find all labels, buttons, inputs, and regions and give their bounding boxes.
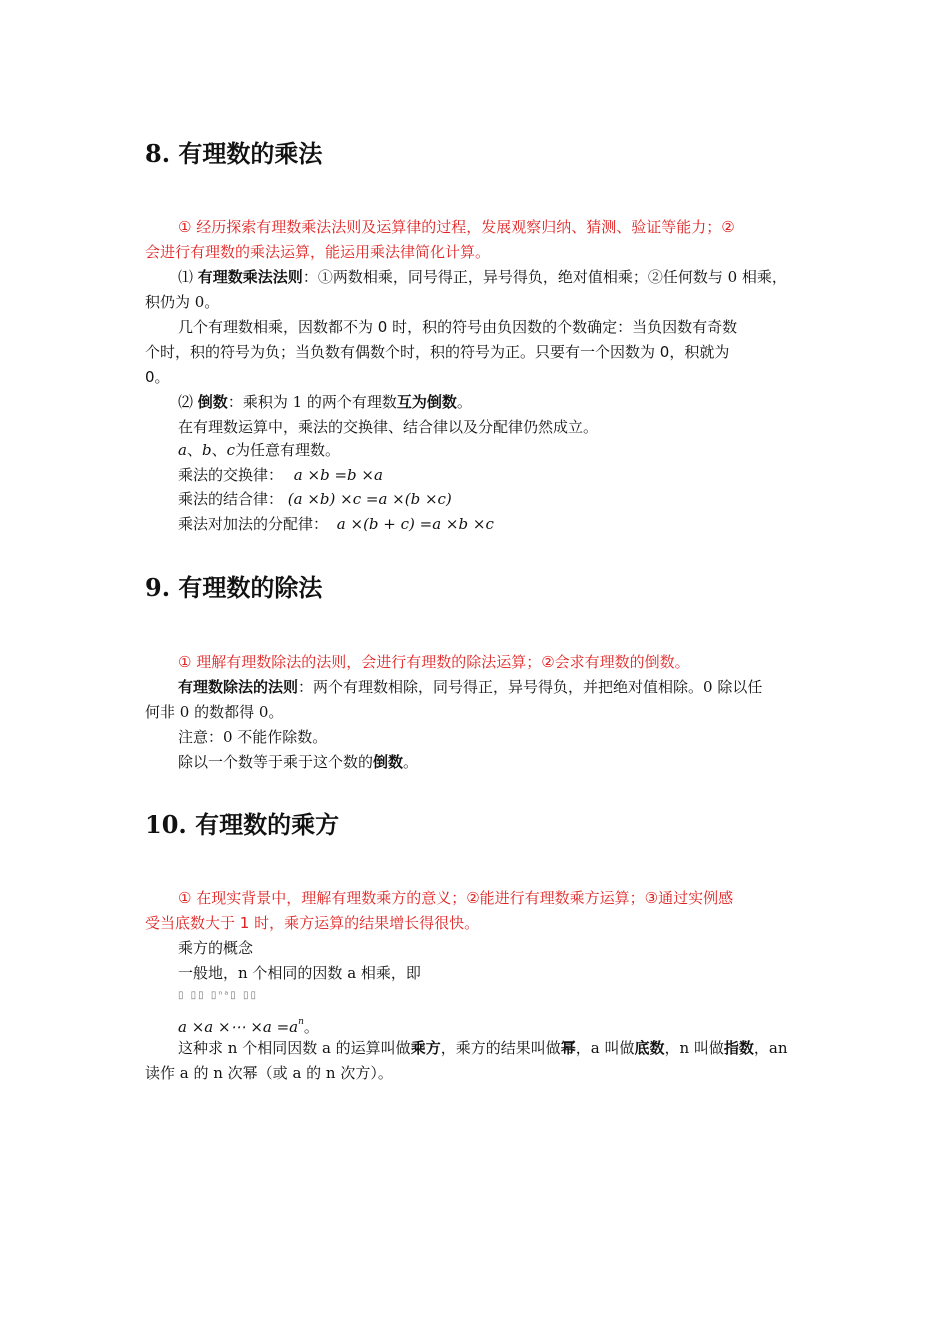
multiplication-rule-text: ：①两数相乘，同号得正，异号得负，绝对值相乘；②任何数与 0 相乘， — [302, 268, 787, 286]
section-9-goal: ① 理解有理数除法的法则，会进行有理数的除法运算；②会求有理数的倒数。 — [178, 653, 690, 671]
division-reciprocal-line — [178, 750, 418, 775]
power-formula-exponent: n — [298, 1017, 304, 1027]
section-8-goal-line-2: 会进行有理数的乘法运算，能运用乘法律简化计算。 — [145, 243, 491, 261]
reciprocal-line — [178, 390, 472, 415]
distributive-formula: a ×(b + c) =a ×b ×c — [336, 515, 494, 533]
power-terms-text-1: 这种求 n 个相同因数 a 的运算叫做 — [178, 1039, 411, 1057]
sign-rule-line-2: 个时，积的符号为负；当负数有偶数个时，积的符号为正。只要有一个因数为 0，积就为 — [145, 343, 730, 361]
var-sep-2: 、 — [211, 441, 227, 459]
section-10-goal-line-2: 受当底数大于 1 时，乘方运算的结果增长得很快。 — [145, 914, 480, 932]
term-power: 乘方 — [410, 1039, 441, 1057]
division-rule-text: ：两个有理数相除，同号得正，异号得负，并把绝对值相除。0 除以任 — [298, 678, 763, 696]
var-a: a — [178, 441, 187, 459]
division-rule-line-1 — [178, 675, 762, 700]
section-10-title: 10. 有理数的乘方 — [145, 810, 340, 839]
associative-law — [178, 487, 452, 512]
reciprocal-number: ⑵ — [178, 393, 194, 411]
term-base: 底数 — [634, 1039, 665, 1057]
multiplication-rule-line-2: 积仍为 0。 — [145, 293, 220, 311]
division-reciprocal-end: 。 — [403, 753, 419, 771]
power-terms-text-3: ，a 叫做 — [575, 1039, 635, 1057]
var-sep-1: 、 — [186, 441, 202, 459]
sign-rule-line-3: 0。 — [145, 368, 170, 386]
commutative-label: 乘法的交换律： — [178, 466, 284, 484]
power-formula-main: a ×a ×⋯ ×a =a — [178, 1018, 299, 1036]
power-terms-line-1 — [178, 1036, 788, 1061]
section-8-goal-line-1: ① 经历探索有理数乘法法则及运算律的过程，发展观察归纳、猜测、验证等能力；② — [178, 218, 735, 236]
power-terms-line-2: 读作 a 的 n 次幂（或 a 的 n 次方）。 — [145, 1064, 393, 1082]
division-rule-line-2: 何非 0 的数都得 0。 — [145, 703, 284, 721]
reciprocal-emphasis: 互为倒数 — [396, 393, 457, 411]
power-terms-text-5: ，an — [753, 1039, 788, 1057]
section-9-title: 9. 有理数的除法 — [145, 573, 323, 602]
formula-underbrace-glyphs: ▯ ▯▯ ▯ⁿᵃ▯ ▯▯ — [178, 990, 258, 1001]
distributive-law — [178, 512, 494, 537]
variables-text: 为任意有理数。 — [235, 441, 341, 459]
variables-line — [178, 438, 340, 463]
var-b: b — [201, 441, 212, 459]
power-terms-text-2: ，乘方的结果叫做 — [440, 1039, 561, 1057]
division-note: 注意：0 不能作除数。 — [178, 728, 328, 746]
power-formula-end: 。 — [303, 1018, 319, 1036]
reciprocal-text: ：乘积为 1 的两个有理数 — [227, 393, 397, 411]
term-result: 幂 — [560, 1039, 576, 1057]
associative-formula: (a ×b) ×c =a ×(b ×c) — [287, 490, 452, 508]
multiplication-rule-line-1 — [178, 265, 787, 290]
rule-number: ⑴ — [178, 268, 194, 286]
reciprocal-end: 。 — [456, 393, 472, 411]
var-c: c — [226, 441, 235, 459]
section-10-goal-line-1: ① 在现实背景中，理解有理数乘方的意义；②能进行有理数乘方运算；③通过实例感 — [178, 889, 734, 907]
division-reciprocal-text: 除以一个数等于乘于这个数的 — [178, 753, 374, 771]
multiplication-rule-label: 有理数乘法法则 — [197, 268, 303, 286]
associative-label: 乘法的结合律： — [178, 490, 284, 508]
sign-rule-line-1: 几个有理数相乘，因数都不为 0 时，积的符号由负因数的个数确定：当负因数有奇数 — [178, 318, 738, 336]
division-reciprocal-emphasis: 倒数 — [373, 753, 404, 771]
power-terms-text-4: ，n 叫做 — [664, 1039, 724, 1057]
reciprocal-label: 倒数 — [197, 393, 228, 411]
commutative-law — [178, 463, 383, 488]
power-concept-heading: 乘方的概念 — [178, 939, 254, 957]
distributive-label: 乘法对加法的分配律： — [178, 515, 329, 533]
commutative-formula: a ×b =b ×a — [293, 466, 383, 484]
power-definition: 一般地，n 个相同的因数 a 相乘，即 — [178, 964, 421, 982]
laws-intro: 在有理数运算中，乘法的交换律、结合律以及分配律仍然成立。 — [178, 418, 599, 436]
term-exponent: 指数 — [723, 1039, 754, 1057]
division-rule-label: 有理数除法的法则 — [178, 678, 299, 696]
section-8-title: 8. 有理数的乘法 — [145, 139, 323, 168]
